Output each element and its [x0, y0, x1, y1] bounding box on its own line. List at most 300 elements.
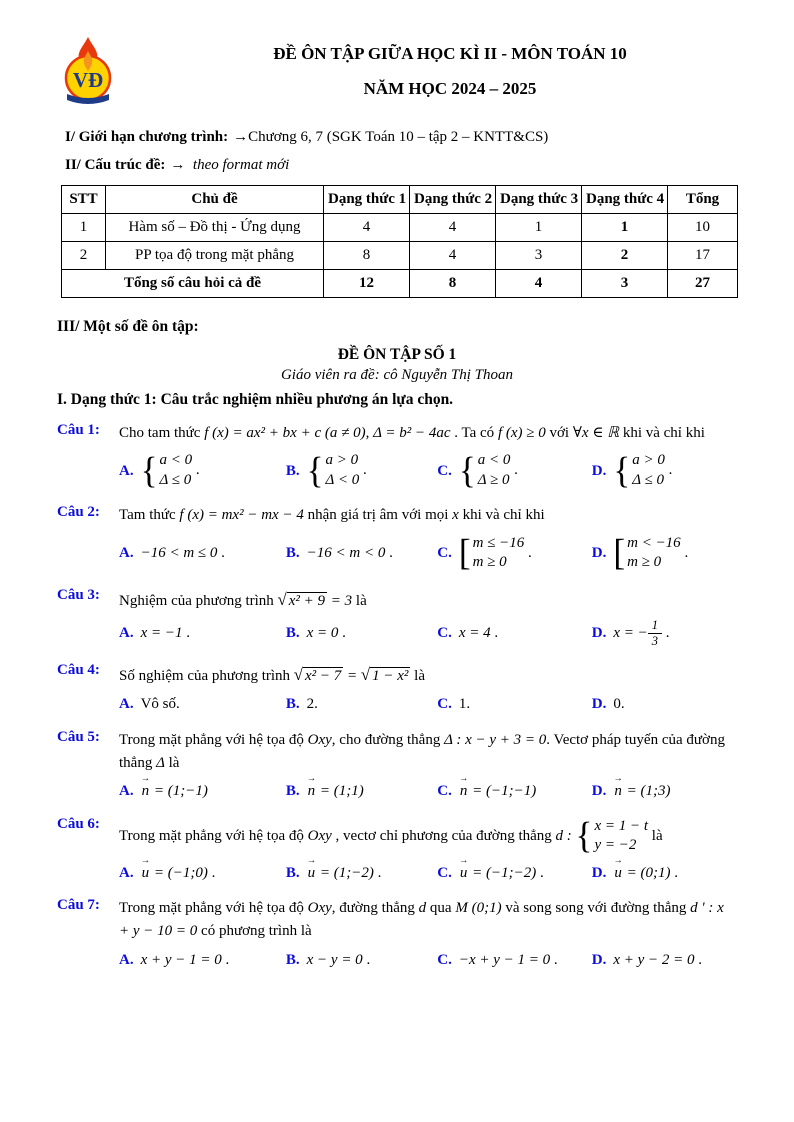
radicand: x² + 9: [288, 592, 326, 609]
option-text: [141, 862, 216, 885]
option-text: [459, 693, 470, 716]
document-header: [57, 36, 737, 111]
option-d: [592, 693, 737, 716]
math-run: = (1;−1): [150, 783, 208, 799]
math-run: = 3: [327, 592, 353, 609]
option-text: [613, 533, 688, 574]
option-letter: C.: [437, 544, 452, 561]
option-letter: D.: [591, 625, 607, 641]
option-letter: C.: [437, 864, 452, 881]
text-run: 0.: [613, 696, 625, 712]
answer-options: [119, 533, 737, 574]
brace-delimiter: {: [140, 449, 158, 491]
system-line: x = 1 − t: [594, 817, 649, 834]
option-letter: B.: [285, 625, 300, 641]
table-cell: 2: [62, 242, 106, 270]
brace-delimiter: [: [613, 532, 626, 573]
option-text: [459, 622, 498, 645]
system-line: m < −16: [627, 534, 681, 551]
brace-delimiter: {: [306, 449, 324, 491]
vector-symbol: n →: [141, 780, 151, 803]
table-cell: 10: [668, 214, 738, 242]
option-text: [307, 622, 346, 645]
text-run: .: [550, 951, 558, 968]
math-run: x − y = 0: [306, 951, 363, 968]
option-text: [141, 949, 230, 972]
math-run: f (x) = mx² − mx − 4: [179, 507, 304, 524]
system-cases: [576, 817, 649, 856]
system-lines: [160, 451, 193, 490]
question-text: [119, 504, 737, 527]
col-header-type1: Dạng thức 1: [324, 186, 410, 214]
system-lines: [632, 451, 665, 490]
table-cell: 3: [582, 270, 668, 298]
program-scope-label: I/ Giới hạn chương trình:: [65, 129, 229, 145]
text-run: Nghiệm của phương trình: [119, 592, 278, 609]
question-number: Câu 5:: [57, 728, 100, 745]
exam-author: Giáo viên ra đề: cô Nguyễn Thị Thoan: [280, 367, 514, 383]
arrow-glyph: →: [170, 157, 186, 173]
text-run: .: [536, 864, 544, 881]
system-cases: [141, 451, 193, 490]
option-text: [613, 618, 669, 649]
text-run: .: [182, 625, 190, 641]
option-letter: D.: [591, 951, 607, 968]
table-cell: 2: [582, 242, 668, 270]
system-line: a > 0: [632, 452, 665, 469]
vector-symbol: u →: [613, 862, 623, 885]
math-run: = (1;3): [622, 783, 671, 799]
text-run: .: [192, 462, 200, 479]
option-b: [286, 622, 437, 645]
question-list: [57, 422, 737, 971]
table-cell: 4: [410, 242, 496, 270]
answer-options: [119, 693, 737, 716]
math-run: Δ: [156, 754, 165, 771]
option-letter: D.: [591, 696, 607, 712]
question-5: [57, 729, 737, 803]
option-text: [307, 780, 364, 803]
table-cell: 4: [410, 214, 496, 242]
option-text: [613, 862, 678, 885]
system-line: Δ ≥ 0: [477, 471, 510, 488]
denominator: 3: [651, 633, 659, 648]
option-letter: B.: [285, 951, 300, 968]
system-line: a < 0: [477, 452, 511, 469]
radicand: x² − 7: [305, 667, 342, 684]
math-run: Oxy: [307, 900, 332, 916]
option-b: [286, 780, 437, 803]
fraction: [648, 618, 662, 649]
option-letter: D.: [591, 544, 607, 561]
table-cell: 8: [410, 270, 496, 298]
option-letter: A.: [119, 696, 134, 712]
footer-label-cell: Tổng số câu hỏi cả đề: [62, 270, 324, 298]
vector-symbol: u →: [307, 862, 317, 885]
system-lines: [326, 451, 360, 490]
text-run: .: [664, 462, 673, 479]
text-run: là: [648, 827, 663, 844]
option-c: [437, 949, 592, 972]
brace-delimiter: [: [458, 532, 471, 573]
option-b: [286, 450, 437, 491]
option-c: [437, 780, 592, 803]
system-line: Δ ≤ 0: [159, 471, 192, 488]
table-cell: 4: [496, 270, 582, 298]
question-number: Câu 2:: [57, 504, 100, 521]
text-run: .: [373, 864, 382, 881]
math-run: = (−1;−2): [468, 864, 537, 881]
brace-delimiter: {: [458, 449, 476, 491]
option-letter: C.: [437, 951, 452, 968]
math-run: M (0;1): [455, 900, 502, 916]
math-run: x + y − 2 = 0: [613, 951, 695, 968]
option-letter: A.: [119, 544, 134, 561]
option-b: [286, 693, 437, 716]
program-scope-text: →Chương 6, 7 (SGK Toán 10 – tập 2 – KNTT&CS): [233, 129, 549, 145]
option-letter: A.: [119, 951, 134, 968]
option-letter: A.: [119, 625, 134, 641]
text-run: Trong mặt phẳng với hệ tọa độ: [119, 827, 308, 844]
text-run: .: [207, 864, 216, 881]
math-run: Oxy: [307, 731, 332, 748]
option-letter: C.: [437, 696, 452, 712]
question-text: [119, 897, 737, 944]
logo-text: VĐ: [72, 68, 104, 92]
text-run: . Vectơ pháp tuyến của đường thẳng: [119, 731, 725, 771]
text-run: Tam thức: [119, 507, 180, 524]
program-scope-line: [65, 129, 737, 146]
option-text: [141, 622, 190, 645]
math-run: = (−1;0): [150, 864, 208, 881]
question-3: [57, 587, 737, 649]
option-letter: C.: [437, 625, 452, 641]
option-letter: A.: [119, 783, 134, 799]
title-block: [123, 36, 737, 99]
system-cases: [613, 534, 680, 573]
math-run: = (−1;−1): [468, 783, 537, 799]
table-cell: Hàm số – Đồ thị - Ứng dụng: [106, 214, 324, 242]
option-a: [119, 450, 286, 491]
option-letter: B.: [285, 544, 300, 561]
text-run: .: [359, 462, 367, 479]
math-run: −x + y − 1 = 0: [458, 951, 551, 968]
option-text: [307, 542, 393, 565]
text-run: có phương trình là: [197, 923, 312, 940]
text-run: .: [221, 951, 230, 968]
question-2: [57, 504, 737, 573]
answer-options: [119, 949, 737, 972]
brace-delimiter: {: [575, 815, 593, 856]
math-run: = (1;−2): [316, 864, 374, 881]
table-cell: 3: [496, 242, 582, 270]
text-run: , cho đường thẳng: [331, 731, 445, 748]
question-1: [57, 422, 737, 491]
system-line: m ≥ 0: [627, 554, 662, 570]
option-text: [307, 693, 318, 716]
system-cases: [459, 451, 511, 490]
option-text: [141, 450, 200, 491]
text-run: , vectơ chỉ phương của đường thẳng: [331, 827, 556, 844]
option-letter: B.: [285, 783, 300, 799]
option-d: [592, 780, 737, 803]
text-run: .: [670, 864, 678, 881]
math-run: x + y − 1 = 0: [140, 951, 222, 968]
text-run: , đường thẳng: [331, 900, 419, 916]
option-text: [613, 450, 672, 491]
table-row: [62, 242, 738, 270]
col-header-type4: Dạng thức 4: [582, 186, 668, 214]
text-run: 2.: [306, 696, 318, 712]
question-text: [119, 816, 737, 857]
option-letter: B.: [285, 462, 300, 479]
option-text: [459, 862, 544, 885]
option-text: [307, 949, 371, 972]
school-logo: [57, 36, 123, 111]
table-cell: 17: [668, 242, 738, 270]
question-text: [119, 587, 737, 613]
option-c: [437, 450, 592, 491]
structure-line: [65, 157, 737, 174]
math-run: x = −: [613, 624, 648, 641]
text-run: là: [410, 667, 425, 684]
option-d: [592, 450, 737, 491]
option-b: [286, 862, 437, 885]
system-line: a < 0: [159, 452, 193, 469]
text-run: là: [352, 592, 367, 609]
text-run: với: [545, 425, 573, 441]
text-run: .: [524, 544, 532, 561]
option-letter: C.: [437, 462, 452, 479]
option-c: [437, 533, 592, 574]
table-cell: 12: [324, 270, 410, 298]
question-number: Câu 3:: [57, 586, 100, 603]
option-d: [592, 949, 737, 972]
math-run: x: [452, 507, 459, 524]
math-run: d :: [555, 827, 576, 844]
text-run: và song song với đường thẳng: [501, 900, 691, 916]
option-c: [437, 622, 592, 645]
option-text: [459, 533, 532, 574]
math-run: ∀x ∈ ℝ: [572, 425, 620, 441]
math-run: = (0;1): [622, 864, 671, 881]
text-run: .: [662, 624, 670, 641]
option-b: [286, 542, 437, 565]
numerator: 1: [648, 618, 662, 634]
option-text: [141, 693, 180, 716]
table-cell: PP tọa độ trong mặt phẳng: [106, 242, 324, 270]
radical-sign: √: [277, 589, 287, 609]
system-line: m ≤ −16: [472, 534, 525, 551]
exam-structure-table: [61, 185, 738, 298]
system-line: a > 0: [325, 452, 359, 469]
vector-symbol: u →: [459, 862, 469, 885]
col-header-type2: Dạng thức 2: [410, 186, 496, 214]
radical-sign: √: [293, 664, 304, 684]
vector-symbol: n →: [459, 780, 469, 803]
text-run: Trong mặt phẳng với hệ tọa độ: [119, 900, 308, 916]
text-run: .: [680, 544, 689, 561]
text-run: .: [694, 951, 703, 968]
table-cell: 27: [668, 270, 738, 298]
math-run: f (x) ≥ 0: [497, 425, 546, 441]
text-run: nhận giá trị âm với mọi: [303, 507, 453, 524]
option-letter: B.: [285, 864, 300, 881]
answer-options: [119, 862, 737, 885]
question-number: Câu 7:: [57, 897, 100, 913]
option-a: [119, 622, 286, 645]
system-lines: [478, 451, 511, 490]
option-b: [286, 949, 437, 972]
question-4: [57, 662, 737, 716]
vector-symbol: u →: [141, 862, 151, 885]
system-lines: [594, 817, 648, 856]
math-run: x = 0: [306, 625, 339, 641]
math-run: = (1;1): [316, 783, 364, 799]
option-c: [437, 693, 592, 716]
option-text: [307, 450, 367, 491]
text-run: Cho tam thức: [119, 425, 205, 441]
option-text: [613, 780, 670, 803]
system-cases: [307, 451, 360, 490]
system-line: Δ ≤ 0: [632, 471, 665, 488]
math-run: −16 < m < 0: [306, 544, 386, 561]
school-logo-icon: [57, 36, 119, 106]
radicand: 1 − x²: [372, 667, 409, 684]
option-letter: D.: [591, 864, 607, 881]
question-number: Câu 4:: [57, 661, 100, 678]
option-letter: D.: [591, 462, 607, 479]
practice-section-heading: III/ Một số đề ôn tập:: [57, 318, 199, 335]
math-run: Oxy: [307, 827, 332, 844]
option-a: [119, 542, 286, 565]
question-number: Câu 1:: [57, 422, 100, 438]
text-run: .: [490, 625, 499, 641]
sqrt-expression: [361, 662, 411, 688]
vector-symbol: n →: [307, 780, 317, 803]
system-lines: [627, 534, 681, 573]
text-run: .: [510, 462, 518, 479]
question-number: Câu 6:: [57, 815, 100, 832]
text-run: .: [338, 625, 346, 641]
math-run: d ' : x + y − 10 = 0: [119, 900, 724, 940]
math-run: =: [343, 667, 361, 684]
system-line: Δ < 0: [325, 471, 360, 488]
table-header-row: [62, 186, 738, 214]
document-title: ĐỀ ÔN TẬP GIỮA HỌC KÌ II - MÔN TOÁN 10: [273, 44, 627, 63]
intro-section: [57, 129, 737, 174]
math-run: f (x) = ax² + bx + c (a ≠ 0), Δ = b² − 4ac: [204, 425, 451, 441]
school-year: NĂM HỌC 2024 – 2025: [363, 79, 537, 98]
col-header-topic: Chủ đề: [106, 186, 324, 214]
radical-sign: √: [360, 664, 371, 684]
option-letter: B.: [285, 696, 300, 712]
option-text: [459, 949, 558, 972]
sqrt-expression: [278, 587, 328, 613]
col-header-total: Tổng: [668, 186, 738, 214]
system-cases: [459, 534, 524, 573]
question-text: [119, 422, 737, 445]
table-footer-row: [62, 270, 738, 298]
exam-title: ĐỀ ÔN TẬP SỐ 1: [337, 346, 457, 363]
text-run: Vô số.: [140, 696, 180, 712]
option-text: [613, 949, 702, 972]
option-text: [307, 862, 382, 885]
answer-options: [119, 780, 737, 803]
text-run: .: [362, 951, 371, 968]
table-cell: 4: [324, 214, 410, 242]
text-run: Số nghiệm của phương trình: [119, 667, 294, 684]
sqrt-expression: [294, 662, 344, 688]
option-a: [119, 862, 286, 885]
math-run: −16 < m ≤ 0: [140, 544, 218, 561]
structure-label: II/ Cấu trúc đề:: [65, 157, 166, 173]
option-text: [613, 693, 624, 716]
structure-text: theo format mới: [192, 157, 290, 173]
option-letter: A.: [119, 864, 134, 881]
option-text: [141, 542, 225, 565]
question-text: [119, 729, 737, 776]
brace-delimiter: {: [613, 449, 631, 491]
answer-options: [119, 618, 737, 649]
option-text: [141, 780, 208, 803]
math-run: x = −1: [140, 625, 183, 641]
col-header-stt: STT: [62, 186, 106, 214]
system-line: y = −2: [594, 837, 637, 853]
question-6: [57, 816, 737, 885]
option-letter: C.: [437, 783, 452, 799]
option-letter: A.: [119, 462, 134, 479]
math-run: Δ : x − y + 3 = 0: [444, 731, 547, 748]
option-text: [459, 780, 536, 803]
col-header-type3: Dạng thức 3: [496, 186, 582, 214]
system-cases: [613, 451, 665, 490]
table-cell: 1: [496, 214, 582, 242]
table-row: [62, 214, 738, 242]
option-text: [459, 450, 518, 491]
option-a: [119, 693, 286, 716]
table-cell: 1: [62, 214, 106, 242]
option-d: [592, 862, 737, 885]
system-line: m ≥ 0: [472, 554, 507, 570]
question-7: [57, 897, 737, 971]
answer-options: [119, 450, 737, 491]
option-d: [592, 618, 737, 649]
text-run: khi và chỉ khi: [458, 507, 545, 524]
exam-header: [57, 346, 737, 409]
text-run: là: [164, 754, 180, 771]
table-cell: 8: [324, 242, 410, 270]
question-text: [119, 662, 737, 688]
text-run: Trong mặt phẳng với hệ tọa độ: [119, 731, 308, 748]
text-run: 1.: [458, 696, 471, 712]
option-a: [119, 780, 286, 803]
text-run: . Ta có: [450, 425, 498, 441]
option-c: [437, 862, 592, 885]
option-letter: D.: [591, 783, 607, 799]
math-run: d: [418, 900, 427, 916]
option-d: [592, 533, 737, 574]
option-a: [119, 949, 286, 972]
table-cell: 1: [582, 214, 668, 242]
system-lines: [473, 534, 525, 573]
math-run: x = 4: [458, 625, 491, 641]
text-run: .: [217, 544, 225, 561]
format-section-heading: I. Dạng thức 1: Câu trắc nghiệm nhiều phương án lựa chọn.: [57, 391, 454, 408]
text-run: qua: [426, 900, 456, 916]
text-run: khi và chỉ khi: [619, 425, 705, 441]
vector-symbol: n →: [613, 780, 623, 803]
